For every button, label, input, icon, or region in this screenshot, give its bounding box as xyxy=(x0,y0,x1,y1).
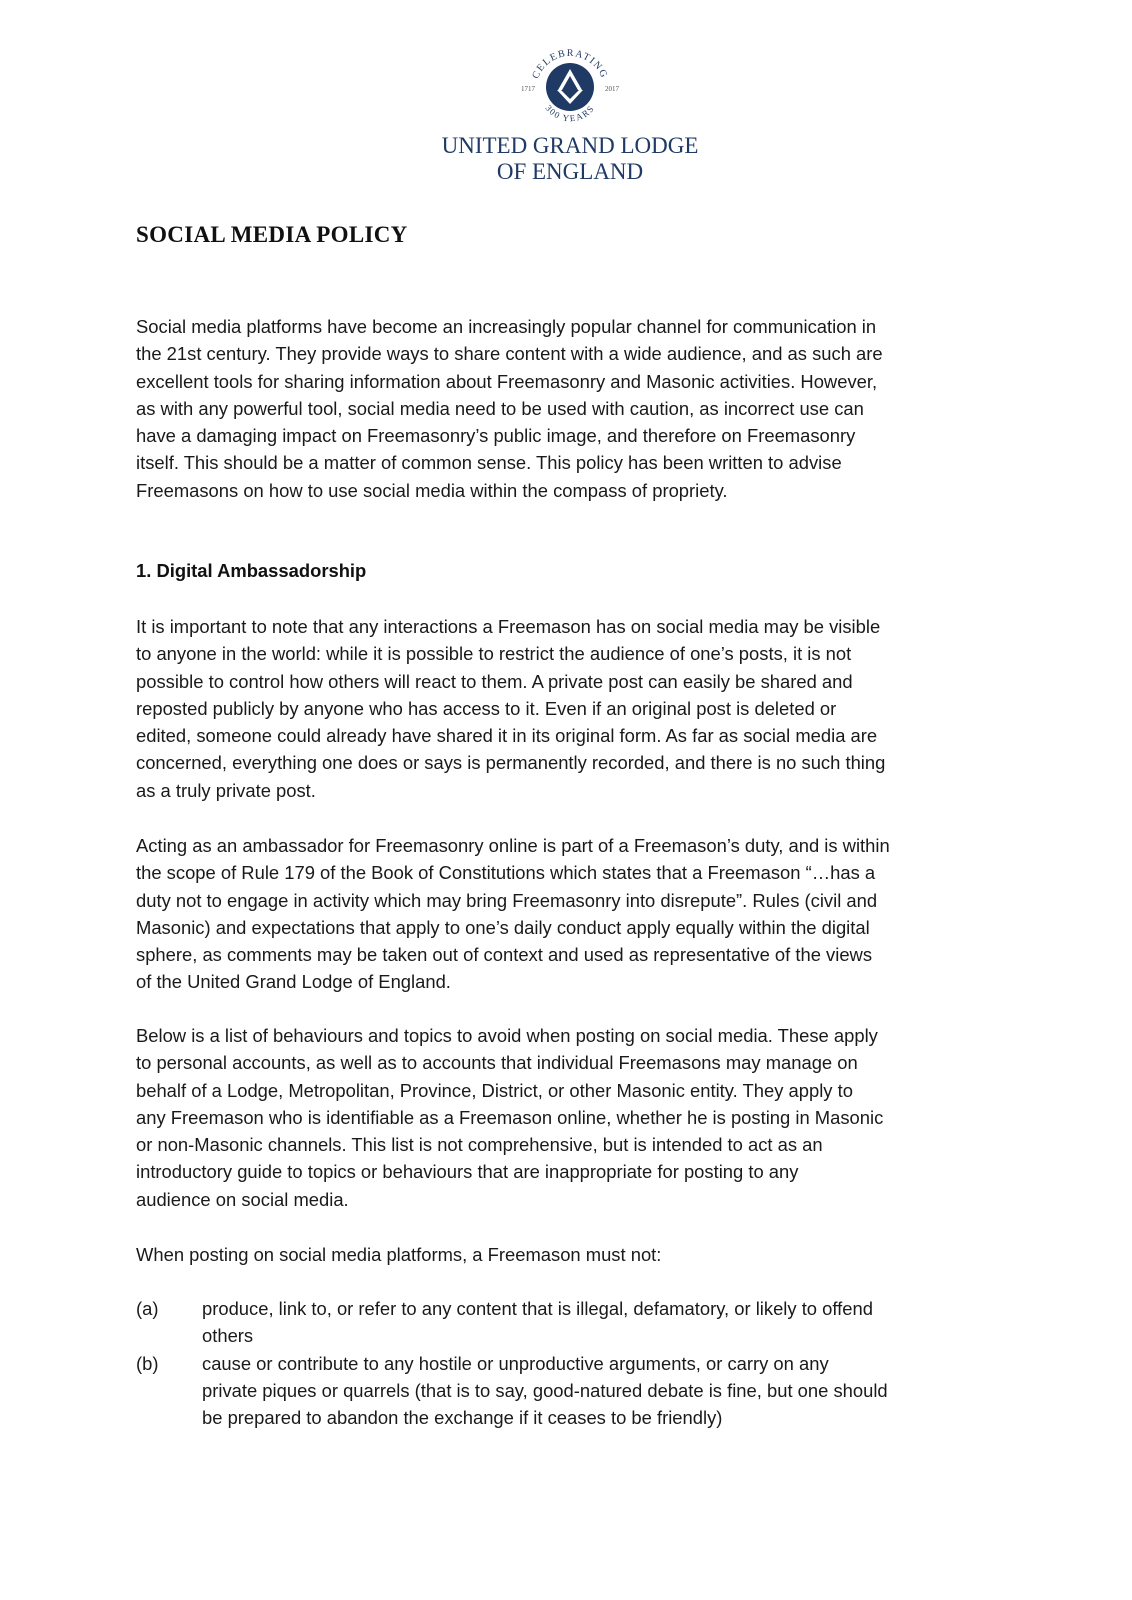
list-item-text xyxy=(202,1295,996,1350)
svg-text:2017: 2017 xyxy=(605,85,619,93)
svg-text:300 YEARS: 300 YEARS xyxy=(543,102,597,124)
list-item-text xyxy=(202,1350,996,1432)
text-line: as with any powerful tool, social media need to be used with caution, as incorrect use can xyxy=(136,397,864,419)
text-line: reposted publicly by anyone who has access to it. Even if an original post is deleted or xyxy=(136,697,837,719)
text-line: to anyone in the world: while it is possible to restrict the audience of one’s posts, it is not xyxy=(136,643,852,665)
text-line: Freemasons on how to use social media within the compass of propriety. xyxy=(136,479,728,501)
text-line: the scope of Rule 179 of the Book of Constitutions which states that a Freemason “…has a xyxy=(136,862,876,884)
document-title: SOCIAL MEDIA POLICY xyxy=(136,222,408,247)
text-line: have a damaging impact on Freemasonry’s public image, and therefore on Freemasonry xyxy=(136,425,856,447)
text-line: private piques or quarrels (that is to say, good-natured debate is fine, but one should xyxy=(202,1379,888,1401)
text-line: or non-Masonic channels. This list is not comprehensive, but is intended to act as an xyxy=(136,1134,823,1156)
text-line: When posting on social media platforms, a Freemason must not: xyxy=(136,1244,662,1265)
list-intro xyxy=(136,1241,996,1268)
text-line: duty not to engage in activity which may bring Freemasonry into disrepute”. Rules (civil and xyxy=(136,889,878,911)
text-line: behalf of a Lodge, Metropolitan, Province, District, or other Masonic entity. They apply to xyxy=(136,1079,853,1101)
text-line: Social media platforms have become an increasingly popular channel for communication in xyxy=(136,316,877,337)
text-line: to personal accounts, as well as to accounts that individual Freemasons may manage on xyxy=(136,1052,858,1074)
text-line: any Freemason who is identifiable as a Freemason online, whether he is posting in Masonic xyxy=(136,1106,884,1128)
text-line: itself. This should be a matter of common sense. This policy has been written to advise xyxy=(136,452,842,474)
prohibited-behaviours-list xyxy=(136,1295,996,1431)
tercentenary-seal xyxy=(512,42,628,132)
text-line: concerned, everything one does or says is permanently recorded, and there is no such thing xyxy=(136,752,886,774)
org-name-line2: OF ENGLAND xyxy=(496,159,644,184)
intro-paragraph xyxy=(136,313,996,504)
square-and-compasses-icon xyxy=(512,42,628,132)
text-line: others xyxy=(202,1325,254,1347)
text-line: Masonic) and expectations that apply to one’s daily conduct apply equally within the digital xyxy=(136,916,870,938)
text-line: be prepared to abandon the exchange if it ceases to be friendly) xyxy=(202,1407,723,1429)
ambassadorship-paragraph-1 xyxy=(136,613,996,804)
text-line: Below is a list of behaviours and topics to avoid when posting on social media. These apply xyxy=(136,1025,878,1046)
text-line: possible to control how others will react to them. A private post can easily be shared and xyxy=(136,670,853,692)
text-line: introductory guide to topics or behaviours that are inappropriate for posting to any xyxy=(136,1161,799,1183)
text-line: sphere, as comments may be taken out of context and used as representative of the views xyxy=(136,944,873,966)
section-heading: 1. Digital Ambassadorship xyxy=(136,560,367,581)
text-line: Acting as an ambassador for Freemasonry online is part of a Freemason’s duty, and is within xyxy=(136,835,890,856)
text-line: edited, someone could already have shared it in its original form. As far as social media are xyxy=(136,725,878,747)
ugle-logo xyxy=(420,42,720,184)
text-line: It is important to note that any interactions a Freemason has on social media may be visible xyxy=(136,616,881,637)
ambassadorship-paragraph-2 xyxy=(136,832,996,996)
svg-text:1717: 1717 xyxy=(521,85,535,93)
text-line: audience on social media. xyxy=(136,1188,349,1210)
text-line: cause or contribute to any hostile or unproductive arguments, or carry on any xyxy=(202,1352,829,1374)
text-line: of the United Grand Lodge of England. xyxy=(136,971,451,993)
text-line: as a truly private post. xyxy=(136,779,316,801)
list-marker: (a) xyxy=(136,1298,159,1319)
list-item-a xyxy=(136,1295,996,1350)
list-marker: (b) xyxy=(136,1352,159,1374)
text-line: produce, link to, or refer to any content that is illegal, defamatory, or likely to offend xyxy=(202,1298,873,1319)
text-line: the 21st century. They provide ways to share content with a wide audience, and as such are xyxy=(136,343,883,365)
ambassadorship-paragraph-3 xyxy=(136,1022,996,1213)
list-item-b xyxy=(136,1350,996,1432)
org-name-line1: UNITED GRAND LODGE xyxy=(441,133,699,158)
svg-text:CELEBRATING: CELEBRATING xyxy=(530,47,610,81)
text-line: excellent tools for sharing information about Freemasonry and Masonic activities. However, xyxy=(136,370,878,392)
